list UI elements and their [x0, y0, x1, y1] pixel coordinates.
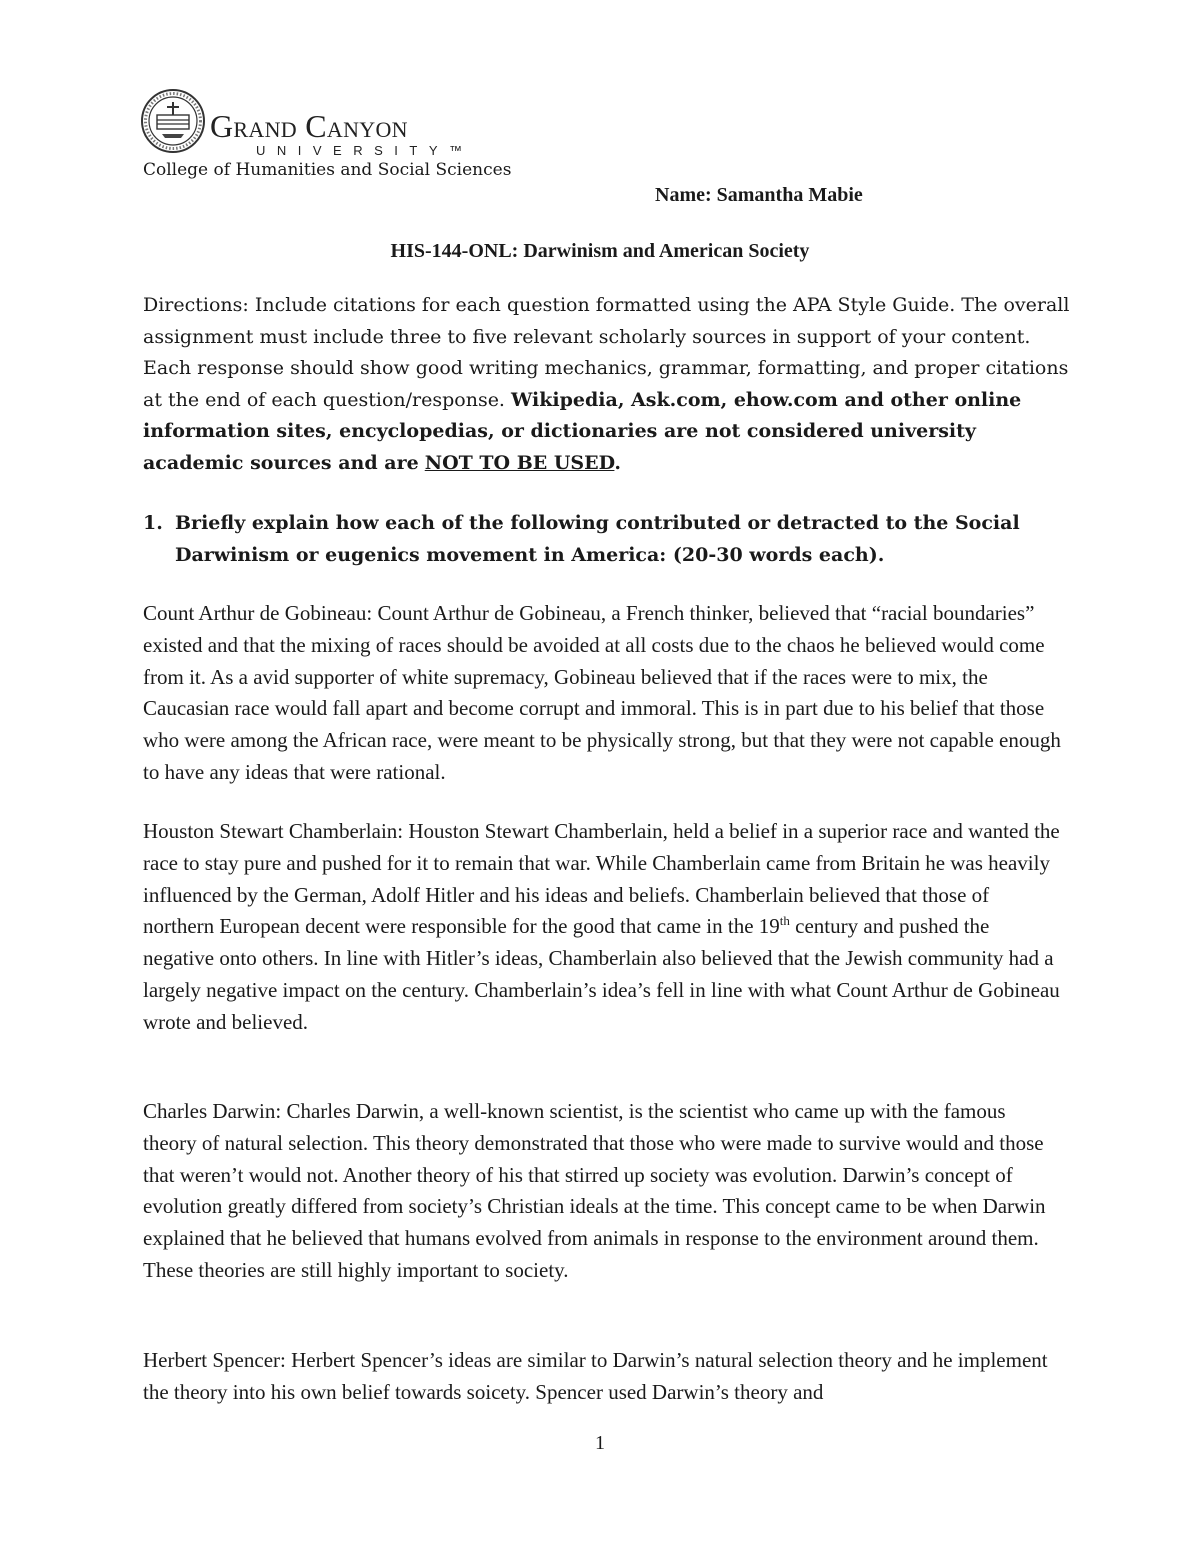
question-text: Briefly explain how each of the following contributed or detracted to the Social Darwinism or eugenics movement in America: (20-30 words each).: [175, 512, 1020, 566]
chamberlain-text-part2: century and pushed the negative onto others. In line with Hitler’s ideas, Chamberlain also believed that the Jewish community had a largely negative impact on the century. Chamberlain’s idea’s fell in line with what Count Arthur de Gobineau wrote and believed.: [143, 914, 1060, 1034]
answer-chamberlain: [143, 816, 1063, 1039]
warning-period: .: [614, 451, 622, 474]
page-title: HIS-144-ONL: Darwinism and American Society: [390, 240, 810, 262]
college-name: College of Humanities and Social Sciences: [143, 160, 512, 180]
directions-paragraph: [143, 290, 1073, 479]
university-logo: [140, 88, 474, 160]
page-number: 1: [595, 1432, 605, 1454]
directions-text: Directions: Include citations for each question formatted using the APA Style Guide. The overall assignment must include three to five relevant scholarly sources in support of your content. Each response should show good writing mechanics, grammar, formatting, and proper citations at the end of each question/response.: [143, 294, 1070, 411]
question-1: [143, 508, 1063, 571]
ordinal-suffix: th: [779, 913, 790, 929]
answer-gobineau: Count Arthur de Gobineau: Count Arthur de Gobineau, a French thinker, believed that “racial boundaries” existed and that the mixing of races should be avoided at all costs due to the chaos he believed would come from it. As a avid supporter of white supremacy, Gobineau believed that if the races were to mix, the Caucasian race would fall apart and become corrupt and immoral. This is in part due to his belief that those who were among the African race, were meant to be physically strong, but that they were not capable enough to have any ideas that were rational.: [143, 601, 1061, 784]
logo-university-label: UNIVERSITY™: [256, 143, 474, 158]
question-number: 1.: [143, 512, 163, 534]
chamberlain-text-part1: Houston Stewart Chamberlain: Houston Stewart Chamberlain, held a belief in a superior race and wanted the race to stay pure and pushed for it to remain that war. While Chamberlain came from Britain he was heavily influenced by the German, Adolf Hitler and his ideas and beliefs. Chamberlain believed that those of northern European decent were responsible for the good that came in the 19: [143, 819, 1060, 939]
student-name: Name: Samantha Mabie: [655, 184, 863, 206]
not-to-be-used-warning: NOT TO BE USED: [424, 451, 615, 474]
sources-warning: Wikipedia, Ask.com, ehow.com and other online information sites, encyclopedias, or dictionaries are not considered university academic sources and are: [143, 388, 1022, 474]
answer-darwin: Charles Darwin: Charles Darwin, a well-known scientist, is the scientist who came up with the famous theory of natural selection. This theory demonstrated that those who were made to survive would and those that weren’t would not. Another theory of his that stirred up society was evolution. Darwin’s concept of evolution greatly differed from society’s Christian ideals at the time. This concept came to be when Darwin explained that he believed that humans evolved from animals in response to the environment around them. These theories are still highly important to society.: [143, 1099, 1046, 1282]
answer-spencer: Herbert Spencer: Herbert Spencer’s ideas are similar to Darwin’s natural selection theory and he implement the theory into his own belief towards soicety. Spencer used Darwin’s theory and: [143, 1348, 1048, 1404]
university-seal-icon: [140, 88, 206, 154]
logo-wordmark: Grand Canyon: [210, 108, 408, 144]
